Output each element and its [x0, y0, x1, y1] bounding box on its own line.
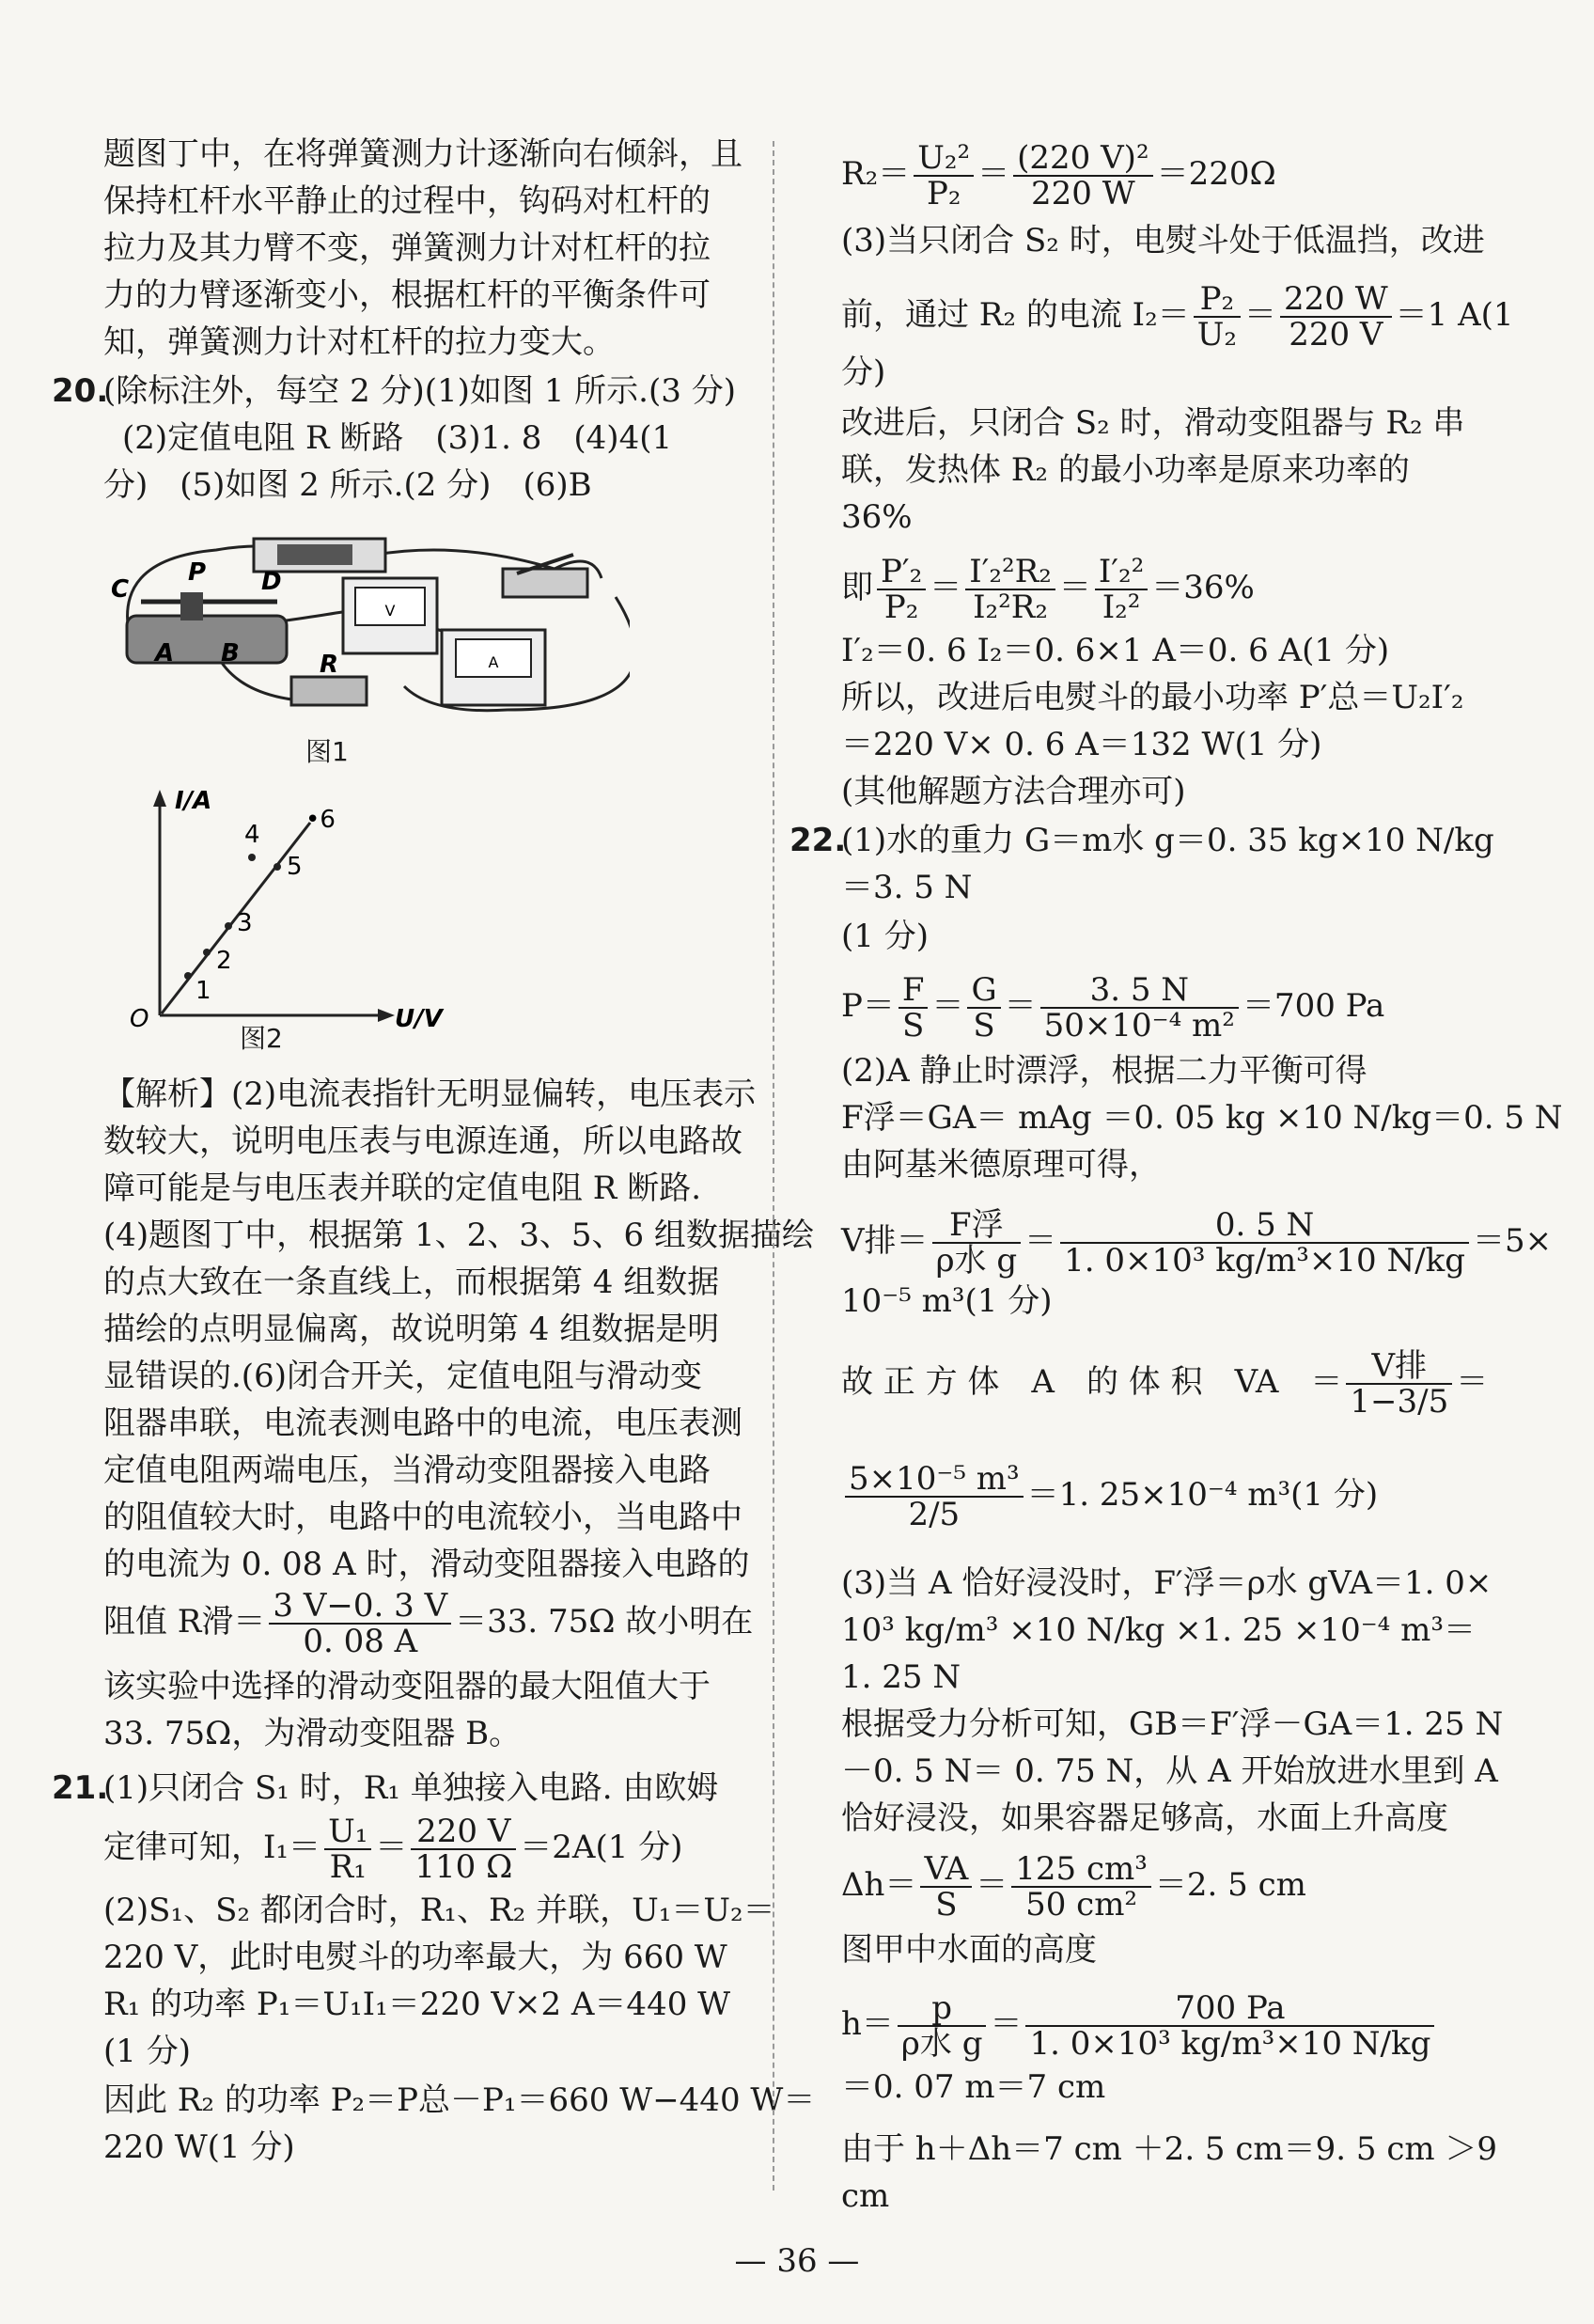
- denominator: 50 cm²: [1025, 1886, 1138, 1924]
- svg-text:A: A: [488, 653, 499, 671]
- formula-line: h＝ $\frac{p}{\text{ρ水 g}}$ ＝ $\frac{700 Pa}{\text{1. 0×10³ kg/m³×10 N/kg}}$: [841, 1991, 1438, 2061]
- fraction: [899, 973, 929, 1043]
- formula-prefix: P＝: [841, 987, 895, 1025]
- numerator: 125 cm³: [1011, 1852, 1151, 1888]
- numerator: I′₂²: [1095, 555, 1148, 590]
- text-line: (1 分): [841, 918, 929, 955]
- numerator: 220 V: [411, 1814, 516, 1850]
- q21-number: 21.: [52, 1769, 109, 1807]
- text-line: 的点大致在一条直线上，而根据第 4 组数据: [103, 1264, 720, 1301]
- text-line: 【解析】(2)电流表指针无明显偏转，电压表示: [103, 1076, 757, 1113]
- fraction: [1040, 973, 1239, 1043]
- numerator: 3. 5 N: [1040, 973, 1239, 1009]
- label-d: D: [261, 568, 282, 596]
- figure2-caption: 图2: [240, 1023, 283, 1054]
- formula-line: [103, 1814, 682, 1884]
- label-p: P: [188, 558, 207, 587]
- fraction: [877, 555, 926, 624]
- text-line: (4)题图丁中，根据第 1、2、3、5、6 组数据描绘: [103, 1217, 814, 1254]
- origin-label: O: [130, 1005, 149, 1033]
- text-line: 根据受力分析可知，GB＝F′浮－GA＝1. 25 N: [841, 1705, 1504, 1743]
- point-label-4: 4: [244, 821, 260, 849]
- formula-line: [841, 1462, 1378, 1531]
- q22-number: 22.: [789, 822, 847, 859]
- denominator: 1−3/5: [1350, 1383, 1449, 1421]
- question-number: [52, 369, 108, 414]
- x-axis-label: U/V: [395, 1005, 443, 1033]
- page-number: — 36 —: [734, 2242, 860, 2280]
- text-line: 该实验中选择的滑动变阻器的最大阻值大于: [103, 1668, 711, 1705]
- denominator: 220 V: [1289, 316, 1383, 353]
- denominator: S: [935, 1886, 958, 1924]
- formula-line: [841, 1349, 1488, 1419]
- data-point-1: [184, 972, 192, 980]
- numerator: P₂: [1194, 282, 1241, 318]
- point-label-2: 2: [216, 947, 232, 975]
- formula-line: P＝ $\frac{F}{S}$ ＝ $\frac{G}{S}$ ＝ $\frac{3. 5 N}{\text{50×10⁻⁴ m²}}$ ＝700 Pa: [841, 971, 1385, 1044]
- text-line: 显错误的.(6)闭合开关，定值电阻与滑动变: [103, 1358, 702, 1395]
- text-line: ＝3. 5 N: [841, 869, 973, 906]
- text-line: 分) (5)如图 2 所示.(2 分) (6)B: [103, 466, 592, 504]
- denominator: S: [973, 1007, 995, 1044]
- text-line: 联，发热体 R₂ 的最小功率是原来功率的: [841, 451, 1410, 489]
- text-line: 保持杠杆水平静止的过程中，钩码对杠杆的: [103, 182, 711, 220]
- formula-suffix: ＝1 A(1: [1395, 296, 1514, 334]
- formula-prefix: 故 正 方 体 A 的 体 积 VA ＝: [841, 1363, 1343, 1401]
- text-line: (3)当 A 恰好浸没时，F′浮＝ρ水 gVA＝1. 0×: [841, 1564, 1492, 1602]
- denominator: 220 W: [1031, 175, 1135, 212]
- text-line: 图甲中水面的高度: [841, 1931, 1097, 1969]
- numerator: I′₂²R₂: [965, 555, 1055, 590]
- formula-suffix: ＝33. 75Ω 故小明在: [455, 1603, 754, 1641]
- switch-shape: [503, 569, 587, 597]
- svg-text:V: V: [384, 602, 396, 620]
- formula-prefix: Δh＝: [841, 1866, 917, 1904]
- point-label-3: 3: [237, 909, 253, 937]
- resistor-shape: [291, 677, 367, 705]
- denominator: S: [902, 1007, 925, 1044]
- rheostat-slider: [180, 592, 203, 620]
- formula-line: Δh＝ $\frac{VA}{S}$ ＝ $\frac{\text{125 cm³}}{\text{50 cm²}}$ ＝2. 5 cm: [841, 1850, 1306, 1924]
- formula-suffix: ＝36%: [1151, 569, 1255, 606]
- text-line: 改进后，只闭合 S₂ 时，滑动变阻器与 R₂ 串: [841, 404, 1465, 442]
- text-line: 因此 R₂ 的功率 P₂＝P总－P₁＝660 W−440 W＝: [103, 2081, 816, 2119]
- text-line: 220 W(1 分): [103, 2128, 295, 2166]
- formula-prefix: 阻值 R滑＝: [103, 1603, 266, 1641]
- text-line: 36%: [841, 498, 913, 536]
- text-line: 所以，改进后电熨斗的最小功率 P′总＝U₂I′₂: [841, 679, 1464, 716]
- question-number: [52, 1766, 108, 1811]
- fraction: [898, 1991, 987, 2061]
- numerator: F浮: [932, 1208, 1022, 1244]
- text-line: －0. 5 N＝ 0. 75 N，从 A 开始放进水里到 A: [841, 1752, 1498, 1790]
- iu-graph: [113, 780, 451, 1034]
- text-line: 知，弹簧测力计对杠杆的拉力变大。: [103, 323, 615, 361]
- numerator: F: [899, 973, 929, 1009]
- column-divider: [773, 141, 774, 2191]
- point-label-6: •6: [305, 806, 336, 834]
- fraction: [845, 1462, 1024, 1531]
- denominator: P₂: [926, 175, 961, 212]
- numerator: VA: [920, 1852, 972, 1888]
- denominator: R₁: [329, 1848, 367, 1886]
- text-line: 拉力及其力臂不变，弹簧测力计对杠杆的拉: [103, 229, 711, 267]
- formula-suffix: ＝700 Pa: [1242, 987, 1385, 1025]
- battery-cell: [277, 544, 352, 565]
- text-line: 33. 75Ω，为滑动变阻器 B。: [103, 1715, 522, 1752]
- text-line: (1)只闭合 S₁ 时，R₁ 单独接入电路. 由欧姆: [103, 1769, 719, 1807]
- formula-prefix: 定律可知，I₁＝: [103, 1829, 321, 1866]
- rheostat-shape: [127, 616, 287, 663]
- fraction: [920, 1852, 972, 1922]
- text-line: R₁ 的功率 P₁＝U₁I₁＝220 V×2 A＝440 W: [103, 1986, 731, 2023]
- text-line: F浮＝GA＝ mAg ＝0. 05 kg ×10 N/kg＝0. 5 N: [841, 1099, 1563, 1137]
- fraction: [1025, 1991, 1434, 2061]
- formula-line: [841, 141, 1276, 211]
- text-line: I′₂＝0. 6 I₂＝0. 6×1 A＝0. 6 A(1 分): [841, 632, 1390, 669]
- fraction: [1011, 1852, 1151, 1922]
- formula-prefix: V排＝: [841, 1222, 929, 1260]
- denominator: 0. 08 A: [303, 1623, 418, 1660]
- text-line: ＝220 V× 0. 6 A＝132 W(1 分): [841, 726, 1322, 763]
- text-line: (其他解题方法合理亦可): [841, 773, 1186, 810]
- denominator: 50×10⁻⁴ m²: [1043, 1007, 1235, 1044]
- equals: ＝: [375, 1829, 408, 1866]
- data-point-4: [248, 854, 256, 861]
- text-line: (2)S₁、S₂ 都闭合时，R₁、R₂ 并联，U₁＝U₂＝: [103, 1892, 775, 1929]
- text-line: 障可能是与电压表并联的定值电阻 R 断路.: [103, 1170, 702, 1207]
- denominator: 1. 0×10³ kg/m³×10 N/kg: [1029, 2025, 1431, 2063]
- formula-suffix: ＝220Ω: [1156, 155, 1276, 193]
- formula-suffix: ＝2. 5 cm: [1154, 1866, 1306, 1904]
- denominator: 110 Ω: [414, 1848, 513, 1886]
- formula-prefix: h＝: [841, 2005, 894, 2043]
- denominator: 1. 0×10³ kg/m³×10 N/kg: [1064, 1242, 1466, 1280]
- fraction: [324, 1814, 371, 1884]
- numerator: P′₂: [877, 555, 926, 590]
- point-label-5: 5: [287, 853, 303, 881]
- numerator: 220 W: [1280, 282, 1392, 318]
- fraction: [1013, 141, 1152, 211]
- fraction: [1095, 555, 1148, 624]
- numerator: (220 V)²: [1013, 141, 1152, 177]
- fraction: [411, 1814, 516, 1884]
- point-label-1: 1: [195, 977, 211, 1005]
- q20-number: 20.: [52, 372, 109, 410]
- formula-suffix: ＝2A(1 分): [520, 1829, 683, 1866]
- fraction: [965, 555, 1055, 624]
- text-line: 恰好浸没，如果容器足够高，水面上升高度: [841, 1799, 1448, 1837]
- data-point-3: [225, 922, 232, 930]
- fraction: [1060, 1208, 1469, 1278]
- denominator: ρ水 g: [900, 2025, 983, 2063]
- text-line: 220 V，此时电熨斗的功率最大，为 660 W: [103, 1939, 727, 1976]
- text-line: 1. 25 N: [841, 1658, 961, 1696]
- text-line: (1)水的重力 G＝m水 g＝0. 35 kg×10 N/kg: [841, 822, 1494, 859]
- text-line: 10⁻⁵ m³(1 分): [841, 1282, 1053, 1320]
- formula-suffix: ＝5×: [1473, 1222, 1553, 1260]
- text-line: (除标注外，每空 2 分)(1)如图 1 所示.(3 分): [103, 372, 736, 410]
- label-c: C: [111, 575, 130, 604]
- denominator: I₂²: [1102, 589, 1141, 626]
- numerator: 3 V−0. 3 V: [269, 1589, 451, 1625]
- figure1-caption: 图1: [305, 736, 349, 767]
- text-line: 10³ kg/m³ ×10 N/kg ×1. 25 ×10⁻⁴ m³＝: [841, 1611, 1476, 1649]
- text-line: 描绘的点明显偏离，故说明第 4 组数据是明: [103, 1311, 720, 1348]
- data-point-2: [203, 949, 211, 956]
- formula-line: [103, 1589, 753, 1658]
- formula-prefix: 前，通过 R₂ 的电流 I₂＝: [841, 296, 1190, 334]
- fraction: [269, 1589, 451, 1658]
- numerator: p: [898, 1991, 987, 2027]
- formula-prefix: R₂＝: [841, 155, 911, 193]
- text-line: 由于 h＋Δh＝7 cm ＋2. 5 cm＝9. 5 cm ＞9: [841, 2130, 1498, 2168]
- text-line: 分): [841, 353, 886, 391]
- circuit-figure: [103, 522, 630, 714]
- formula-suffix: ＝1. 25×10⁻⁴ m³(1 分): [1026, 1476, 1379, 1514]
- text-line: (2)定值电阻 R 断路 (3)1. 8 (4)4(1: [122, 419, 673, 457]
- denominator: U₂: [1196, 316, 1238, 353]
- numerator: 0. 5 N: [1060, 1208, 1469, 1244]
- text-line: (3)当只闭合 S₂ 时，电熨斗处于低温挡，改进: [841, 222, 1485, 259]
- numerator: 5×10⁻⁵ m³: [845, 1462, 1024, 1498]
- formula-line: 即 $\frac{\text{P′₂}}{\text{P₂}}$ ＝ $\frac{\text{I′₂²R₂}}{\text{I₂²R₂}}$ ＝ $\frac{\text{I′₂²}}{\text{I₂²}}$ ＝36%: [841, 553, 1255, 626]
- formula-prefix: 即: [841, 569, 873, 606]
- numerator: U₂²: [914, 141, 974, 177]
- text-line: 力的力臂逐渐变小，根据杠杆的平衡条件可: [103, 276, 711, 314]
- text-line: 题图丁中，在将弹簧测力计逐渐向右倾斜，且: [103, 135, 742, 173]
- denominator: 2/5: [908, 1496, 961, 1533]
- label-b: B: [221, 639, 240, 667]
- text-line: 定值电阻两端电压，当滑动变阻器接入电路: [103, 1452, 711, 1489]
- data-point-5: [273, 863, 281, 871]
- fit-line: [162, 823, 310, 1013]
- question-number: [789, 818, 846, 863]
- numerator: 700 Pa: [1025, 1991, 1434, 2027]
- text-line: (1 分): [103, 2033, 191, 2070]
- text-line: 由阿基米德原理可得，: [841, 1146, 1161, 1184]
- label-a: A: [155, 639, 175, 667]
- formula-line: V排＝ $\frac{\text{F浮}}{\text{ρ水 g}}$ ＝ $\frac{0. 5 N}{\text{1. 0×10³ kg/m³×10 N/kg}}$ ＝5×: [841, 1206, 1553, 1280]
- text-line: 阻器串联，电流表测电路中的电流，电压表测: [103, 1405, 742, 1442]
- denominator: I₂²R₂: [973, 589, 1049, 626]
- formula-line: [841, 282, 1514, 352]
- numerator: U₁: [324, 1814, 371, 1850]
- equals: ＝: [1244, 296, 1277, 334]
- fraction: [1194, 282, 1241, 352]
- denominator: P₂: [883, 589, 919, 626]
- denominator: ρ水 g: [935, 1242, 1018, 1280]
- text-line: 的电流为 0. 08 A 时，滑动变阻器接入电路的: [103, 1546, 750, 1583]
- numerator: G: [967, 973, 1000, 1009]
- fraction: [967, 973, 1000, 1043]
- equals: ＝: [977, 155, 1010, 193]
- label-r: R: [320, 651, 339, 679]
- text-line: cm: [841, 2177, 890, 2215]
- fraction: [1280, 282, 1392, 352]
- text-line: ＝0. 07 m＝7 cm: [841, 2068, 1106, 2106]
- text-line: (2)A 静止时漂浮，根据二力平衡可得: [841, 1052, 1367, 1090]
- text-line: 数较大，说明电压表与电源连通，所以电路故: [103, 1123, 742, 1160]
- fraction: [1346, 1349, 1452, 1419]
- formula-suffix: ＝: [1456, 1363, 1489, 1401]
- numerator: V排: [1346, 1349, 1452, 1385]
- text-line: 的阻值较大时，电路中的电流较小，当电路中: [103, 1499, 742, 1536]
- fraction: [932, 1208, 1022, 1278]
- y-axis-label: I/A: [175, 787, 212, 815]
- fraction: [914, 141, 974, 211]
